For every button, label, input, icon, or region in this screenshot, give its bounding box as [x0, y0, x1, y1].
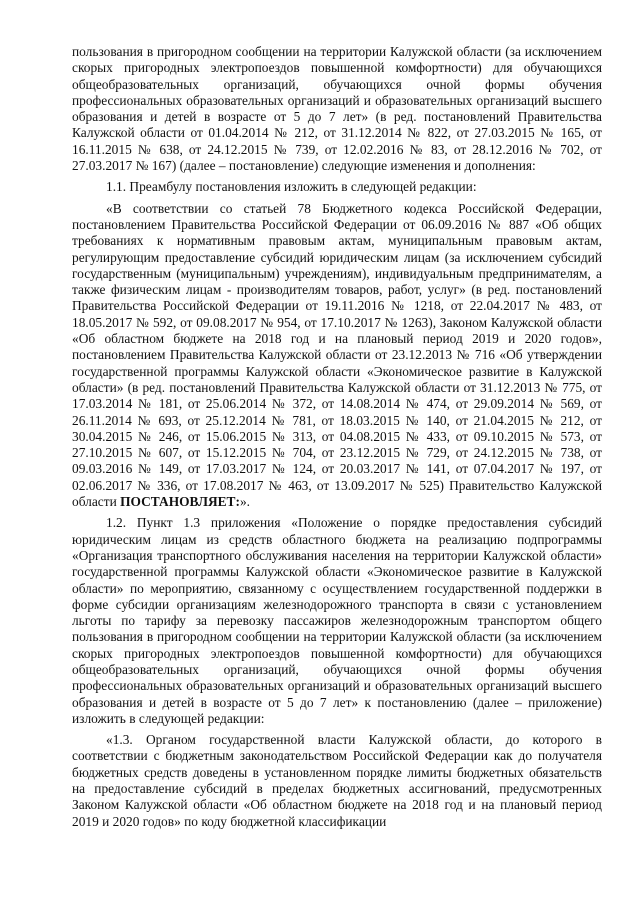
paragraph-continuation: пользования в пригородном сообщении на территории Калужской области (за исключением скорых пригородных электропоездов повышенной комфортности) для обучающихся общеобразовательных организаций, обучающихся очной формы обучения профессиональных образовательных организаций и образовательных организаций высшего образования и детей в возрасте от 5 до 7 лет» (в ред. постановлений Правительства Калужской области от 01.04.2014 № 212, от 31.12.2014 № 822, от 27.03.2015 № 165, от 16.11.2015 № 638, от 24.12.2015 № 739, от 12.02.2016 № 83, от 28.12.2016 № 702, от 27.03.2017 № 167) (далее – постановление) следующие изменения и дополнения:	[72, 44, 602, 174]
paragraph-1-3: «1.3. Органом государственной власти Калужской области, до которого в соответствии с бюджетным законодательством Российской Федерации как до получателя бюджетных средств доведены в установленном порядке лимиты бюджетных обязательств на предоставление субсидий в пределах бюджетных ассигнований, предусмотренных Законом Калужской области «Об областном бюджете на 2018 год и на плановый период 2019 и 2020 годов» по коду бюджетной классификации	[72, 732, 602, 829]
preamble-text: «В соответствии со статьей 78 Бюджетного кодекса Российской Федерации, постановлением Правительства Российской Федерации от 06.09.2016 № 887 «Об общих требованиях к нормативным правовым актам, муниципальным правовым актам, регулирующим предоставление субсидий юридическим лицам (за исключением субсидий государственным (муниципальным) учреждениям), индивидуальным предпринимателям, а также физическим лицам - производителям товаров, работ, услуг» (в ред. постановлений Правительства Российской Федерации от 19.11.2016 № 1218, от 22.04.2017 № 483, от 18.05.2017 № 592, от 09.08.2017 № 954, от 17.10.2017 № 1263), Законом Калужской области «Об областном бюджете на 2018 год и на плановый период 2019 и 2020 годов», постановлением Правительства Калужской области от 23.12.2013 № 716 «Об утверждении государственной программы Калужской области «Экономическое развитие в Калужской области» (в ред. постановлений Правительства Калужской области от 31.12.2013 № 775, от 17.03.2014 № 181, от 25.06.2014 № 372, от 14.08.2014 № 474, от 29.09.2014 № 569, от 26.11.2014 № 693, от 25.12.2014 № 781, от 18.03.2015 № 140, от 21.04.2015 № 212, от 30.04.2015 № 246, от 15.06.2015 № 313, от 04.08.2015 № 433, от 09.10.2015 № 573, от 27.10.2015 № 607, от 15.12.2015 № 704, от 23.12.2015 № 729, от 24.12.2015 № 738, от 09.03.2016 № 149, от 17.03.2017 № 124, от 20.03.2017 № 141, от 07.04.2017 № 197, от 02.06.2017 № 336, от 17.08.2017 № 463, от 13.09.2017 № 525) Правительство Калужской области	[72, 200, 602, 510]
paragraph-preamble	[72, 201, 602, 511]
document-body	[72, 44, 602, 830]
paragraph-1-1: 1.1. Преамбулу постановления изложить в следующей редакции:	[106, 179, 477, 195]
paragraph-1-2: 1.2. Пункт 1.3 приложения «Положение о порядке предоставления субсидий юридическим лицам из средств областного бюджета на реализацию подпрограммы «Организация транспортного обслуживания населения на территории Калужской области» государственной программы Калужской области «Экономическое развитие в Калужской области» по мероприятию, связанному с осуществлением государственной поддержки в форме субсидии организациям железнодорожного транспорта в связи с установлением льготы по тарифу за перевозку пассажиров железнодорожным транспортом общего пользования в пригородном сообщении на территории Калужской области (за исключением скорых пригородных электропоездов повышенной комфортности) для обучающихся общеобразовательных организаций, обучающихся очной формы обучения профессиональных образовательных организаций и образовательных организаций высшего образования и детей в возрасте от 5 до 7 лет» к постановлению (далее – приложение) изложить в следующей редакции:	[72, 515, 602, 726]
decree-tail: ».	[239, 494, 250, 510]
decree-word: ПОСТАНОВЛЯЕТ:	[120, 494, 240, 510]
